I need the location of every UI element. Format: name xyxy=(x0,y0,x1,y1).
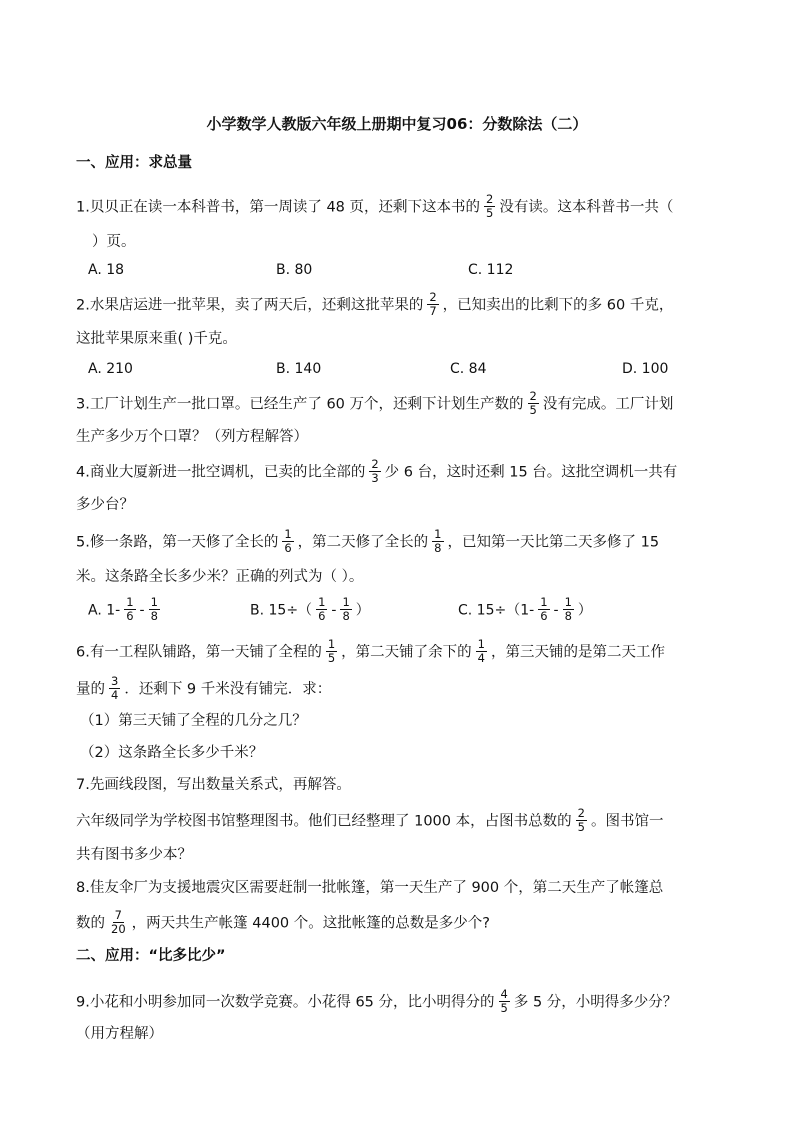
question-9-line-2: （用方程解） xyxy=(76,1026,163,1042)
q5-fraction-1: $\frac{1}{6}$ xyxy=(284,527,292,555)
q5-option-c[interactable]: C. 15÷（1- $\frac{1}{6}$ - $\frac{1}{8}$ ） xyxy=(458,595,592,623)
section-heading-1: 一、应用：求总量 xyxy=(76,155,192,171)
section-heading-2: 二、应用：“比多比少” xyxy=(76,948,226,964)
q5-opt-c-frac-1: $\frac{1}{6}$ xyxy=(540,595,548,623)
q8-text-c: ，两天共生产帐篷 4400 个。这批帐篷的总数是多少个? xyxy=(131,915,490,932)
q6-fraction-1: $\frac{1}{5}$ xyxy=(327,637,336,665)
q2-option-a[interactable]: A. 210 xyxy=(88,361,133,377)
q2-text-b: ，已知卖出的比剩下的多 60 千克， xyxy=(442,297,674,314)
q9-text-b: 多 5 分，小明得多少分？ xyxy=(513,994,678,1011)
question-3-line-2: 生产多少万个口罩？（列方程解答） xyxy=(76,429,308,445)
question-6-line-1 xyxy=(76,639,665,666)
question-2-line-1 xyxy=(76,292,673,319)
q5-option-b[interactable]: B. 15÷（ $\frac{1}{6}$ - $\frac{1}{8}$ ） xyxy=(250,595,370,623)
q9-fraction: $\frac{4}{5}$ xyxy=(500,987,508,1015)
q3-text-a: 3.工厂计划生产一批口罩。已经生产了 60 万个，还剩下计划生产数的 xyxy=(76,396,524,413)
question-1-line-1 xyxy=(76,194,673,221)
q8-text-b: 数的 xyxy=(76,915,105,932)
q7-text-c: 。图书馆一 xyxy=(590,813,664,830)
question-4-line-1 xyxy=(76,459,677,486)
q5-text-c: ，已知第一天比第二天多修了 15 xyxy=(447,534,660,551)
q9-text-a: 9.小花和小明参加同一次数学竞赛。小花得 65 分，比小明得分的 xyxy=(76,994,495,1011)
question-2-line-2: 这批苹果原来重( )千克。 xyxy=(76,331,237,347)
question-7-line-1: 7.先画线段图，写出数量关系式，再解答。 xyxy=(76,777,351,793)
q7-fraction: $\frac{2}{5}$ xyxy=(577,806,585,834)
q6-text-c: ，第三天铺的是第二天工作 xyxy=(491,644,665,661)
question-6-line-2 xyxy=(76,676,331,703)
question-7-line-2 xyxy=(76,808,663,835)
q1-option-c[interactable]: C. 112 xyxy=(468,262,514,278)
question-3-line-1 xyxy=(76,391,673,418)
q2-option-d[interactable]: D. 100 xyxy=(622,361,669,377)
q4-fraction: $\frac{2}{3}$ xyxy=(371,457,379,485)
q5-fraction-2: $\frac{1}{8}$ xyxy=(434,527,442,555)
question-4-line-2: 多少台？ xyxy=(76,497,134,513)
question-5-line-1 xyxy=(76,529,659,556)
q7-text-b: 六年级同学为学校图书馆整理图书。他们已经整理了 1000 本，占图书总数的 xyxy=(76,813,572,830)
q5-option-a[interactable]: A. 1- $\frac{1}{6}$ - $\frac{1}{8}$ xyxy=(88,595,158,623)
q5-text-b: ，第二天修了全长的 xyxy=(297,534,429,551)
q5-opt-c-frac-2: $\frac{1}{8}$ xyxy=(564,595,572,623)
q5-opt-a-frac-1: $\frac{1}{6}$ xyxy=(126,595,134,623)
q1-text-a: 1.贝贝正在读一本科普书，第一周读了 48 页，还剩下这本书的 xyxy=(76,199,481,216)
q1-fraction: $\frac{2}{5}$ xyxy=(486,192,494,220)
q2-fraction: $\frac{2}{7}$ xyxy=(429,290,437,318)
q4-text-b: 少 6 台，这时还剩 15 台。这批空调机一共有 xyxy=(384,464,678,481)
q6-subquestion-1: （1）第三天铺了全程的几分之几？ xyxy=(80,713,307,729)
q6-text-e: ．还剩下 9 千米没有铺完．求： xyxy=(124,681,332,698)
q2-text-a: 2.水果店运进一批苹果，卖了两天后，还剩这批苹果的 xyxy=(76,297,424,314)
page-title: 小学数学人教版六年级上册期中复习06：分数除法（二） xyxy=(206,115,588,133)
q6-text-d: 量的 xyxy=(76,681,105,698)
q1-option-a[interactable]: A. 18 xyxy=(88,262,125,278)
question-8-line-2 xyxy=(76,910,490,937)
q6-fraction-2: $\frac{1}{4}$ xyxy=(477,637,485,665)
q4-text-a: 4.商业大厦新进一批空调机，已卖的比全部的 xyxy=(76,464,366,481)
q5-opt-b-frac-2: $\frac{1}{8}$ xyxy=(342,595,350,623)
q1-option-b[interactable]: B. 80 xyxy=(276,262,313,278)
q1-text-b: 没有读。这本科普书一共（ xyxy=(499,199,674,216)
q2-option-c[interactable]: C. 84 xyxy=(450,361,487,377)
q5-opt-b-frac-1: $\frac{1}{6}$ xyxy=(318,595,326,623)
question-7-line-3: 共有图书多少本？ xyxy=(76,847,192,863)
q5-opt-a-frac-2: $\frac{1}{8}$ xyxy=(150,595,158,623)
q6-text-a: 6.有一工程队铺路，第一天铺了全程的 xyxy=(76,644,322,661)
q8-fraction: $\frac{7}{20}$ xyxy=(111,908,126,936)
q3-text-b: 没有完成。工厂计划 xyxy=(542,396,674,413)
q6-subquestion-2: （2）这条路全长多少千米？ xyxy=(80,745,264,761)
question-5-line-2: 米。这条路全长多少米？正确的列式为（ ）。 xyxy=(76,569,364,585)
question-9-line-1 xyxy=(76,989,677,1016)
question-8-line-1: 8.佳友伞厂为支援地震灾区需要赶制一批帐篷，第一天生产了 900 个，第二天生产了帐篷总 xyxy=(76,880,664,896)
q6-text-b: ，第二天铺了余下的 xyxy=(341,644,472,661)
q3-fraction: $\frac{2}{5}$ xyxy=(529,389,537,417)
question-1-line-2: ）页。 xyxy=(92,234,136,250)
q5-text-a: 5.修一条路，第一天修了全长的 xyxy=(76,534,279,551)
q2-option-b[interactable]: B. 140 xyxy=(276,361,322,377)
q6-fraction-3: $\frac{3}{4}$ xyxy=(111,674,119,702)
